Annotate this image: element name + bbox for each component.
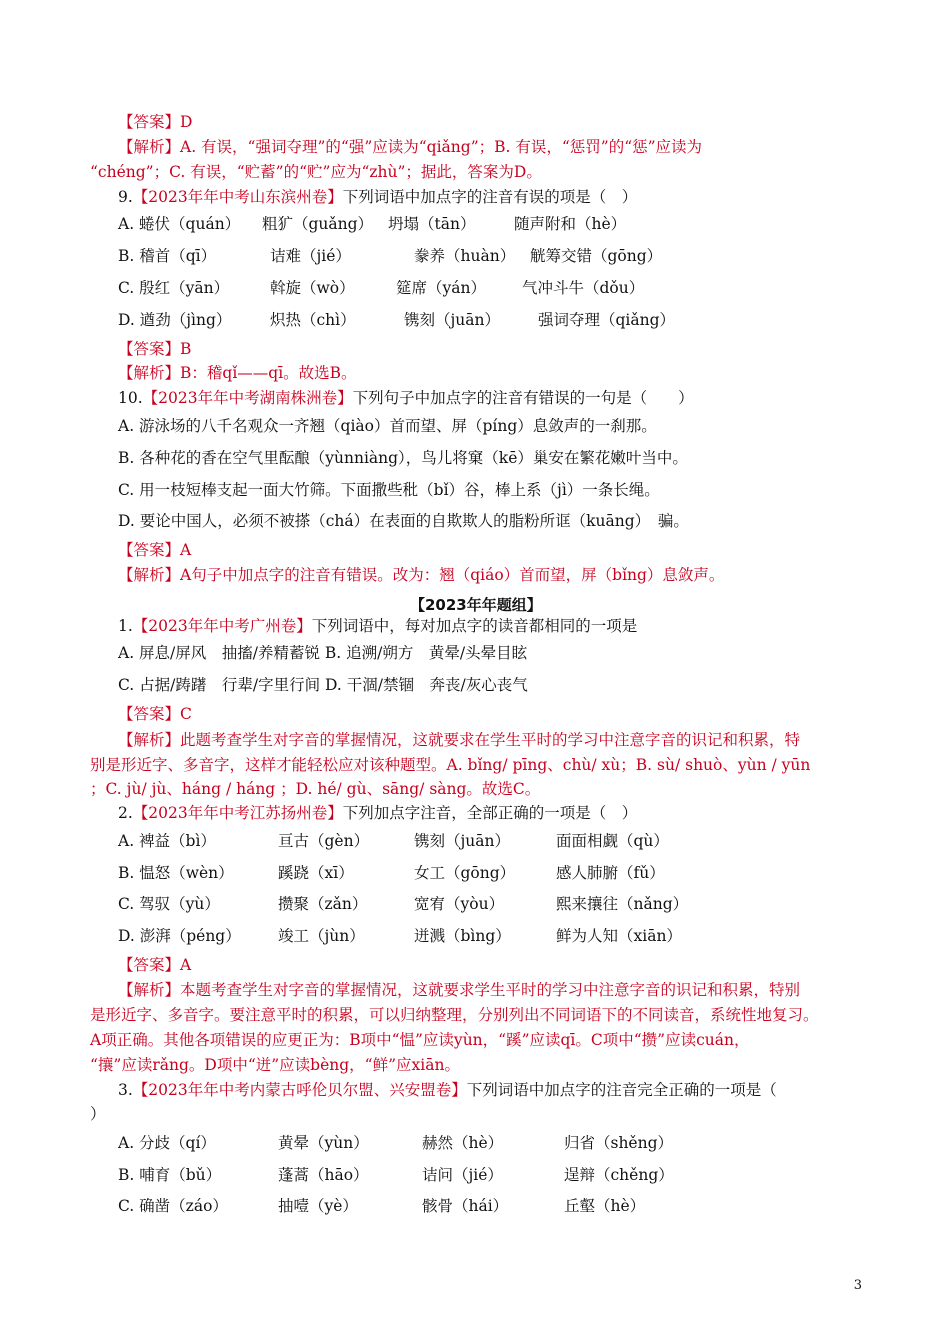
option-cell: D. 遒劲（jìng） [118, 311, 232, 329]
option-cell: 攒聚（zǎn） [278, 895, 368, 913]
analysis-text: ；C. jù/ jù、háng / háng ；D. hé/ gù、sāng/ sàng。故选C。 [90, 780, 541, 798]
source-tag: 【2023年年中考江苏扬州卷】 [132, 804, 343, 822]
question-stem: 3.【2023年年中考内蒙古呼伦贝尔盟、兴安盟卷】下列词语中加点字的注音完全正确的一项是（ [118, 1081, 777, 1099]
analysis-text: 【解析】A句子中加点字的注音有错误。改为：翘（qiáo）首而望，屏（bǐng）息敛声。 [118, 566, 725, 584]
option-cell: B. 哺育（bǔ） [118, 1166, 222, 1184]
source-tag: 【2023年年中考内蒙古呼伦贝尔盟、兴安盟卷】 [132, 1081, 467, 1099]
option-line: C. 用一枝短棒支起一面大竹筛。下面撒些秕（bǐ）谷，棒上系（jì）一条长绳。 [118, 481, 660, 499]
option-cell: 蹊跷（xī） [278, 864, 354, 882]
option-cell: 诘问（jié） [422, 1166, 503, 1184]
option-cell: 强词夺理（qiǎng） [538, 311, 676, 329]
option-cell: 赫然（hè） [422, 1134, 504, 1152]
source-tag: 【2023年年中考山东滨州卷】 [132, 188, 343, 206]
option-cell: D. 澎湃（péng） [118, 927, 241, 945]
analysis-text: 别是形近字、多音字，这样才能轻松应对该种题型。A. bǐng/ pīng、chù/ xù；B. sù/ shuò、yùn / yūn [90, 756, 811, 774]
option-cell: 宽宥（yòu） [414, 895, 505, 913]
question-stem: 10.【2023年年中考湖南株洲卷】下列句子中加点字的注音有错误的一句是（ ） [118, 389, 694, 407]
page-number: 3 [853, 1278, 862, 1293]
option-cell: 镌刻（juān） [404, 311, 501, 329]
answer-label: 【答案】A [118, 956, 192, 974]
answer-label: 【答案】B [118, 340, 192, 358]
option-cell: 气冲斗牛（dǒu） [522, 279, 645, 297]
option-cell: A. 裨益（bì） [118, 832, 216, 850]
option-cell: 亘古（gèn） [278, 832, 370, 850]
option-cell: 竣工（jùn） [278, 927, 365, 945]
option-cell: 诘难（jié） [270, 247, 351, 265]
answer-label: 【答案】A [118, 541, 192, 559]
option-cell: 丘壑（hè） [564, 1197, 646, 1215]
option-cell: 熙来攘往（nǎng） [556, 895, 689, 913]
option-line: A. 游泳场的八千名观众一齐翘（qiào）首而望、屏（píng）息敛声的一刹那。 [118, 417, 657, 435]
analysis-text: 是形近字、多音字。要注意平时的积累，可以归纳整理，分别列出不同词语下的不同读音，系统性地复习。 [90, 1006, 819, 1024]
option-cell: 镌刻（juān） [414, 832, 511, 850]
option-cell: 黄晕（yùn） [278, 1134, 369, 1152]
option-line: B. 各种花的香在空气里酝酿（yùnniàng），鸟儿将窠（kē）巢安在繁花嫩叶当中。 [118, 449, 688, 467]
option-cell: 蓬蒿（hāo） [278, 1166, 369, 1184]
option-cell: 迸溅（bìng） [414, 927, 511, 945]
option-cell: 骸骨（hái） [422, 1197, 509, 1215]
question-stem: 9.【2023年年中考山东滨州卷】下列词语中加点字的注音有误的项是（ ） [118, 188, 638, 206]
option-cell: C. 确凿（záo） [118, 1197, 228, 1215]
option-cell: 随声附和（hè） [514, 215, 627, 233]
option-line: A. 屏息/屏风 抽搐/养精蓄锐 B. 追溯/朔方 黄晕/头晕目眩 [118, 644, 528, 662]
option-cell: B. 愠怒（wèn） [118, 864, 234, 882]
option-cell: 豢养（huàn） [414, 247, 516, 265]
option-cell: C. 殷红（yān） [118, 279, 230, 297]
question-stem: 1.【2023年年中考广州卷】下列词语中，每对加点字的读音都相同的一项是 [118, 617, 638, 635]
option-cell: 鲜为人知（xiān） [556, 927, 682, 945]
analysis-text: “chéng”；C. 有误，“贮蓄”的“贮”应为“zhù”；据此，答案为D。 [90, 163, 542, 181]
analysis-text: 【解析】本题考查学生对字音的掌握情况，这就要求学生平时的学习中注意字音的识记和积累，特别 [118, 981, 801, 999]
option-cell: 粗犷（guǎng） [262, 215, 374, 233]
option-cell: A. 蜷伏（quán） [118, 215, 241, 233]
analysis-text: A项正确。其他各项错误的应更正为：B项中“愠”应读yùn，“蹊”应读qī。C项中“攒”应读cuán， [90, 1031, 750, 1049]
option-cell: 炽热（chì） [270, 311, 356, 329]
source-tag: 【2023年年中考湖南株洲卷】 [142, 389, 353, 407]
option-cell: 感人肺腑（fǔ） [556, 864, 665, 882]
option-cell: 坍塌（tān） [388, 215, 476, 233]
option-cell: 女工（gōng） [414, 864, 516, 882]
analysis-text: 【解析】此题考查学生对字音的掌握情况，这就要求在学生平时的学习中注意字音的识记和积累，特 [118, 731, 801, 749]
answer-label: 【答案】D [118, 113, 193, 131]
question-stem-cont: ） [90, 1105, 106, 1123]
section-header: 【2023年年题组】 [410, 596, 542, 614]
analysis-text: 【解析】A. 有误，“强词夺理”的“强”应读为“qiǎng”；B. 有误，“惩罚”的“惩”应读为 [118, 138, 703, 156]
option-cell: 斡旋（wò） [270, 279, 355, 297]
analysis-text: “攘”应读rǎng。D项中“迸”应读bèng，“鲜”应xiān。 [90, 1056, 460, 1074]
option-line: D. 要论中国人，必须不被搽（chá）在表面的自欺欺人的脂粉所诓（kuāng） 骗。 [118, 512, 689, 530]
question-stem: 2.【2023年年中考江苏扬州卷】下列加点字注音，全部正确的一项是（ ） [118, 804, 638, 822]
option-cell: 抽噎（yè） [278, 1197, 358, 1215]
option-cell: B. 稽首（qī） [118, 247, 217, 265]
analysis-text: 【解析】B：稽qǐ——qī。故选B。 [118, 364, 357, 382]
option-cell: 逞辩（chěng） [564, 1166, 674, 1184]
option-line: C. 占据/踌躇 行辈/字里行间 D. 干涸/禁锢 奔丧/灰心丧气 [118, 676, 528, 694]
answer-label: 【答案】C [118, 705, 192, 723]
option-cell: C. 驾驭（yù） [118, 895, 220, 913]
option-cell: A. 分歧（qí） [118, 1134, 216, 1152]
option-cell: 面面相觑（qù） [556, 832, 669, 850]
option-cell: 筵席（yán） [396, 279, 486, 297]
source-tag: 【2023年年中考广州卷】 [132, 617, 312, 635]
option-cell: 觥筹交错（gōng） [530, 247, 663, 265]
option-cell: 归省（shěng） [564, 1134, 674, 1152]
